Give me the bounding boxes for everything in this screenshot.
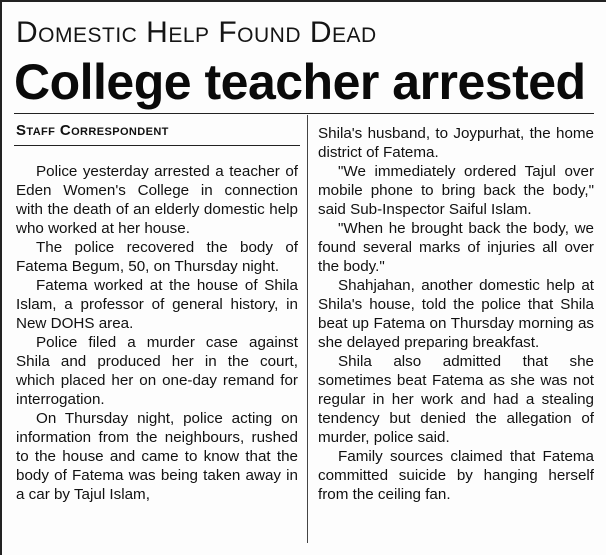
- paragraph: The police recovered the body of Fatema Begum, 50, on Thursday night.: [16, 239, 298, 275]
- paragraph: Fatema worked at the house of Shila Islam, a professor of general history, in New DOHS area.: [16, 277, 298, 332]
- headline-divider: [14, 113, 594, 114]
- paragraph-continued: Shila's husband, to Joypurhat, the home district of Fatema.: [318, 125, 594, 161]
- byline: Staff Correspondent: [16, 122, 169, 139]
- paragraph: "When he brought back the body, we found several marks of injuries all over the body.": [318, 220, 594, 275]
- left-column: [16, 162, 298, 504]
- paragraph: "We immediately ordered Tajul over mobile phone to bring back the body," said Sub-Inspector Saiful Islam.: [318, 163, 594, 218]
- kicker-headline: Domestic Help Found Dead: [16, 16, 377, 49]
- paragraph: Shahjahan, another domestic help at Shila's house, told the police that Shila beat up Fatema on Thursday morning as she delayed preparing breakfast.: [318, 277, 594, 351]
- main-headline: College teacher arrested: [14, 54, 586, 110]
- column-divider: [307, 115, 308, 543]
- paragraph: Police yesterday arrested a teacher of Eden Women's College in connection with the death of an elderly domestic help who worked at her house.: [16, 163, 298, 237]
- byline-divider: [14, 145, 300, 146]
- paragraph: Shila also admitted that she sometimes beat Fatema as she was not regular in her work and had a stealing tendency but denied the allegation of murder, police said.: [318, 353, 594, 446]
- right-column: [318, 124, 594, 504]
- paragraph: Family sources claimed that Fatema committed suicide by hanging herself from the ceiling fan.: [318, 448, 594, 503]
- paragraph: Police filed a murder case against Shila and produced her in the court, which placed her on one-day remand for interrogation.: [16, 334, 298, 408]
- paragraph: On Thursday night, police acting on information from the neighbours, rushed to the house and came to know that the body of Fatema was being taken away in a car by Tajul Islam,: [16, 410, 298, 503]
